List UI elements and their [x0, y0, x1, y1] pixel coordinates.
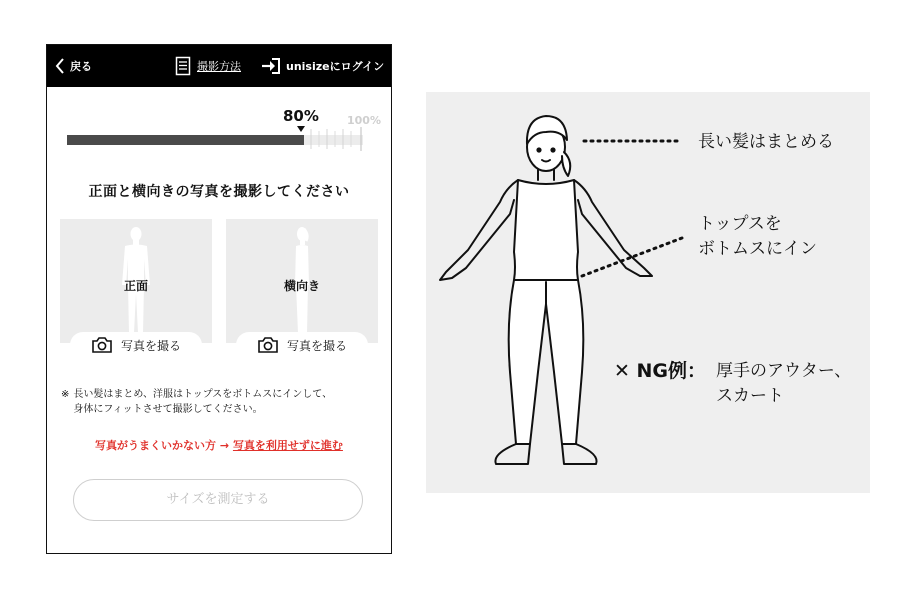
skip-photo-row: [47, 437, 391, 453]
back-button[interactable]: [55, 55, 92, 77]
side-photo-card[interactable]: [226, 219, 378, 353]
front-take-photo-label: 写真を撮る: [120, 338, 181, 353]
document-icon: [175, 56, 191, 76]
ng-example-callout: [614, 359, 851, 409]
tops-callout-line-2: ボトムスにイン: [698, 239, 817, 259]
back-label: 戻る: [70, 60, 92, 73]
skip-prefix: 写真がうまくいかない方 →: [95, 439, 233, 452]
side-take-photo-label: 写真を撮る: [286, 338, 347, 353]
skip-photo-link[interactable]: 写真を利用せずに進む: [232, 439, 343, 452]
login-icon: [261, 57, 281, 75]
tops-callout-line-1: トップスを: [698, 214, 782, 234]
camera-icon: [257, 336, 279, 354]
shooting-method-label: 撮影方法: [197, 60, 241, 73]
progress-indicator: [47, 87, 391, 157]
camera-icon: [91, 336, 113, 354]
side-take-photo-button[interactable]: [236, 332, 368, 358]
note-mark: ※: [61, 389, 70, 400]
phone-screen: [46, 44, 392, 554]
front-card-label: 正面: [123, 279, 148, 293]
tops-callout: [698, 212, 817, 262]
ng-heading: ✕ NG例：: [614, 360, 707, 382]
instruction-heading: 正面と横向きの写真を撮影してください: [88, 184, 350, 200]
note-line-1: 長い髪はまとめ、洋服はトップスをボトムスにインして、: [73, 389, 333, 400]
ng-line-1: 厚手のアウター、: [716, 361, 852, 381]
hair-callout: 長い髪はまとめる: [698, 132, 834, 152]
side-card-label: 横向き: [283, 279, 320, 293]
progress-current-label: 80%: [283, 107, 319, 125]
top-bar: [47, 45, 391, 87]
photo-instructions-note: [61, 387, 381, 417]
progress-fill: [67, 135, 304, 145]
login-button[interactable]: [261, 55, 384, 77]
measure-size-button[interactable]: サイズを測定する: [73, 479, 363, 521]
note-line-2: 身体にフィットさせて撮影してください。: [73, 404, 263, 415]
progress-ticks: [303, 127, 363, 151]
login-label: unisizeにログイン: [286, 60, 385, 73]
chevron-left-icon: [55, 58, 65, 74]
ng-line-2: スカート: [716, 386, 785, 406]
front-take-photo-button[interactable]: [70, 332, 202, 358]
progress-max-label: 100%: [347, 114, 381, 127]
posture-guide-illustration: [426, 92, 870, 493]
shooting-method-link[interactable]: [175, 55, 241, 77]
front-photo-card[interactable]: [60, 219, 212, 353]
